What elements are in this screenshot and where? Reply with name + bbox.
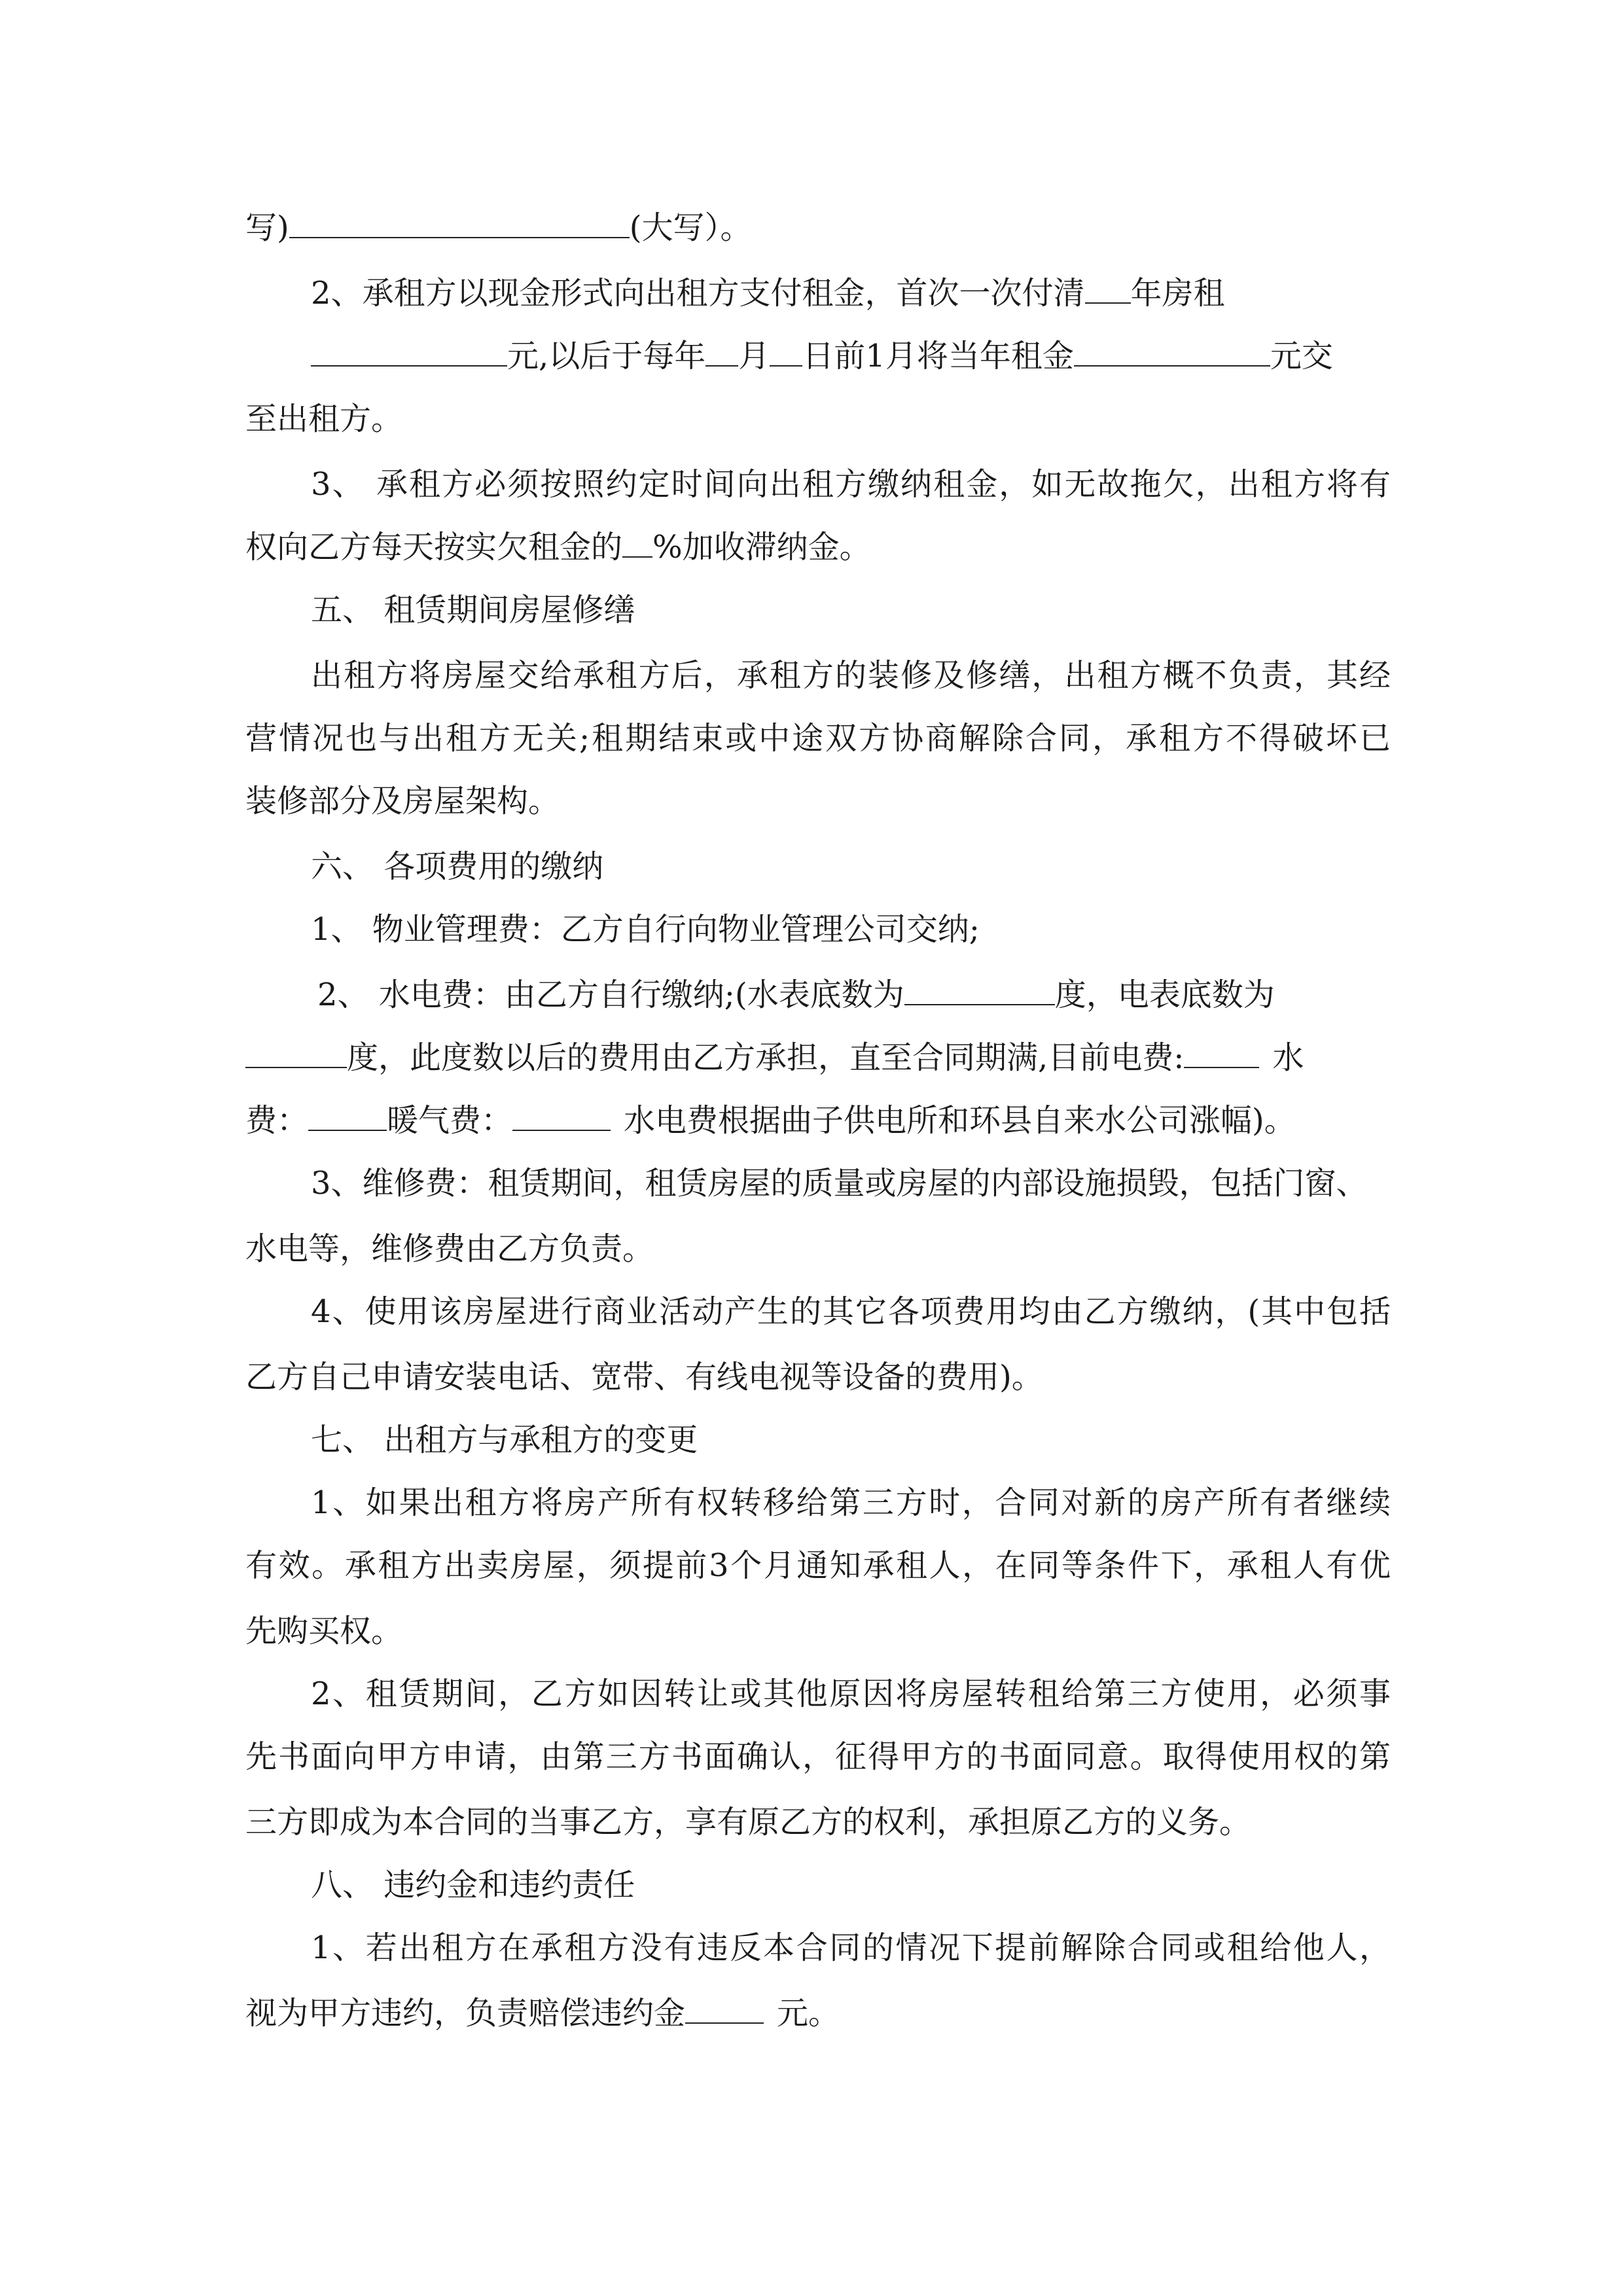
text-line-3: 元,以后于每年 月 日前1月将当年租金 元交	[311, 336, 1391, 376]
text-line-19: 乙方自己申请安装电话、宽带、有线电视等设备的费用)。	[245, 1359, 1043, 1395]
blank-underline	[622, 528, 652, 558]
blank-underline	[1074, 336, 1270, 367]
text-line-28: 1、若出租方在承租方没有违反本合同的情况下提前解除合同或租给他人，	[311, 1929, 1391, 1966]
blank-underline	[904, 975, 1055, 1005]
section-heading-7: 七、 出租方与承租方的变更	[311, 1422, 698, 1458]
text-line-26: 三方即成为本合同的当事乙方，享有原乙方的权利，承担原乙方的义务。	[245, 1804, 1251, 1840]
section-heading-5: 五、 租赁期间房屋修缮	[311, 592, 635, 628]
text-line-25: 先书面向甲方申请，由第三方书面确认，征得甲方的书面同意。取得使用权的第	[245, 1738, 1391, 1775]
text-line-1: 写) (大写）。	[245, 209, 752, 246]
text-line-18: 4、使用该房屋进行商业活动产生的其它各项费用均由乙方缴纳，(其中包括	[311, 1293, 1391, 1330]
blank-underline	[685, 1994, 764, 2024]
text-line-22: 有效。承租方出卖房屋，须提前3个月通知承租人，在同等条件下，承租人有优	[245, 1547, 1391, 1584]
text-line-29: 视为甲方违约，负责赔偿违约金 元。	[245, 1995, 840, 2032]
text-line-6: 权向乙方每天按实欠租金的 %加收滞纳金。	[245, 529, 871, 565]
section-heading-6: 六、 各项费用的缴纳	[311, 848, 604, 885]
text-line-16: 3、维修费：租赁期间，租赁房屋的质量或房屋的内部设施损毁，包括门窗、	[311, 1165, 1368, 1202]
blank-underline	[1184, 1038, 1259, 1068]
blank-underline	[512, 1101, 611, 1131]
text-line-21: 1、如果出租方将房产所有权转移给第三方时，合同对新的房产所有者继续	[311, 1484, 1391, 1521]
text-line-15: 费： 暖气费： 水电费根据曲子供电所和环县自来水公司涨幅)。	[245, 1102, 1296, 1139]
section-heading-8: 八、 违约金和违约责任	[311, 1867, 635, 1903]
text-line-2: 2、承租方以现金形式向出租方支付租金，首次一次付清 年房租	[311, 275, 1225, 312]
text-line-17: 水电等，维修费由乙方负责。	[245, 1230, 654, 1267]
text-line-5: 3、 承租方必须按照约定时间向出租方缴纳租金，如无故拖欠，出租方将有	[311, 466, 1391, 503]
text-line-8: 出租方将房屋交给承租方后，承租方的装修及修缮，出租方概不负责，其经	[311, 657, 1391, 694]
blank-underline	[705, 336, 738, 367]
blank-underline	[289, 208, 630, 238]
text-line-4: 至出租方。	[245, 401, 403, 437]
blank-underline	[770, 336, 802, 367]
text-line-23: 先购买权。	[245, 1613, 403, 1649]
text-line-9: 营情况也与出租方无关;租期结束或中途双方协商解除合同，承租方不得破坏已	[245, 720, 1391, 757]
blank-underline	[1085, 274, 1131, 304]
text-line-13: 2、 水电费：由乙方自行缴纳;(水表底数为 度，电表底数为	[317, 977, 1275, 1013]
blank-underline	[311, 336, 507, 367]
text-line-14: 度，此度数以后的费用由乙方承担，直至合同期满,目前电费: 水	[245, 1038, 1391, 1077]
text-line-12: 1、 物业管理费：乙方自行向物业管理公司交纳;	[311, 911, 980, 948]
text-line-24: 2、租赁期间，乙方如因转让或其他原因将房屋转租给第三方使用，必须事	[311, 1676, 1391, 1712]
text-line-10: 装修部分及房屋架构。	[245, 783, 560, 819]
blank-underline	[308, 1101, 387, 1131]
blank-underline	[245, 1038, 347, 1068]
